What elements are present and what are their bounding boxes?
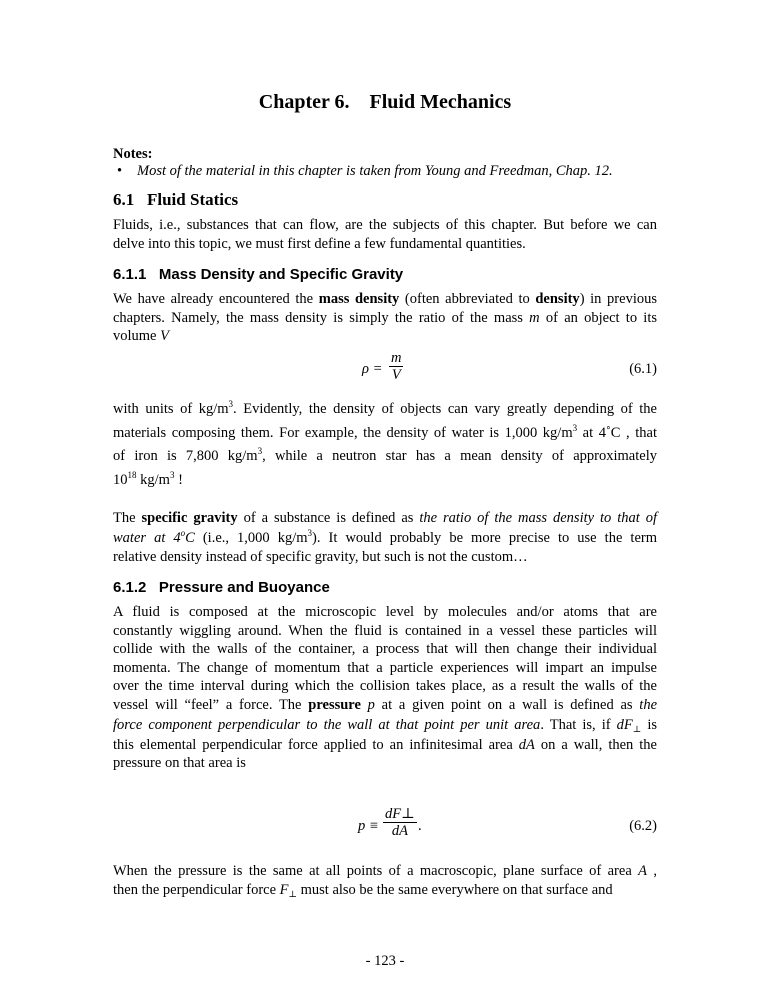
page-number: - 123 - xyxy=(365,953,405,969)
section-6-1-paragraph: Fluids, i.e., substances that can flow, are the subjects of this chapter. But before we can delve into this topic, we must first define a few fundamental quantities. xyxy=(113,217,657,252)
section-heading-6-1-1: 6.1.1 Mass Density and Specific Gravity xyxy=(113,266,404,283)
section-6-1-1-paragraph-3: The specific gravity of a substance is defined as the ratio of the mass density to that of water at 4$^o$C (i.e., 1,000 $kg/m^3$). It would probably be more precise to use the term relative density instead of specific gravity, but such is not the custom… xyxy=(113,510,657,565)
section-heading-6-1-2: 6.1.2 Pressure and Buoyance xyxy=(113,579,330,596)
section-6-1-2-paragraph-1: A fluid is composed at the microscopic level by molecules and/or atoms that are constantly wiggling around. When the fluid is contained in a vessel these particles will collide with the walls of the container, a process that will then change their individual momenta. The change of momentum that a particle experiences will impart an impulse over the time interval during which the collision takes place, as a result the walls of the vessel will “feel” a force. The pressure p at a given point on a wall is defined as the force component perpendicular to the wall at that point per unit area. That is, if $dF_\perp$ is this elemental perpendicular force applied to an infinitesimal area dA on a wall, then the pressure on that area is xyxy=(113,604,658,772)
fraction-denominator: dA xyxy=(391,823,408,839)
fraction-numerator: m xyxy=(391,350,402,366)
notes-list-item xyxy=(117,163,613,180)
equation-lhs: p ≡ xyxy=(358,818,379,834)
equation-period: . xyxy=(418,818,422,834)
section-heading-6-1: 6.1 Fluid Statics xyxy=(113,190,239,209)
equation-lhs: ρ = xyxy=(362,361,383,377)
bullet-icon: • xyxy=(117,163,123,179)
equation-number: (6.1) xyxy=(629,361,657,377)
section-6-1-1-paragraph-1: We have already encountered the mass density (often abbreviated to density) in previous chapters. Namely, the mass density is simply the ratio of the mass m of an object to its volume V xyxy=(113,291,657,345)
chapter-name: Fluid Mechanics xyxy=(369,91,512,113)
equation-fraction xyxy=(383,806,417,839)
section-6-1-1-paragraph-2: with units of $kg/m^3$. Evidently, the density of objects can vary greatly depending of the materials composing them. For example, the density of water is 1,000 $kg/m^3$ at 4˚C , that of iron is 7,800 $kg/m^3$, while a neutron star has a mean density of approximately $10^{18}$ $kg/m^3$ ! xyxy=(113,399,657,488)
fraction-numerator: dF⊥ xyxy=(385,806,415,822)
equation-number: (6.2) xyxy=(629,818,657,834)
notes-item-text: Most of the material in this chapter is taken from Young and Freedman, Chap. 12. xyxy=(137,163,613,179)
notes-label: Notes: xyxy=(113,146,153,162)
equation-6-2 xyxy=(113,804,657,848)
section-6-1-2-paragraph-2: When the pressure is the same at all points of a macroscopic, plane surface of area A , then the perpendicular force $F_\perp$ must also be the same everywhere on that surface and xyxy=(113,863,658,899)
fraction-denominator: V xyxy=(391,367,401,383)
equation-6-1 xyxy=(113,348,657,388)
chapter-number: Chapter 6. xyxy=(258,91,350,113)
chapter-title xyxy=(113,91,657,114)
equation-fraction xyxy=(389,350,403,383)
